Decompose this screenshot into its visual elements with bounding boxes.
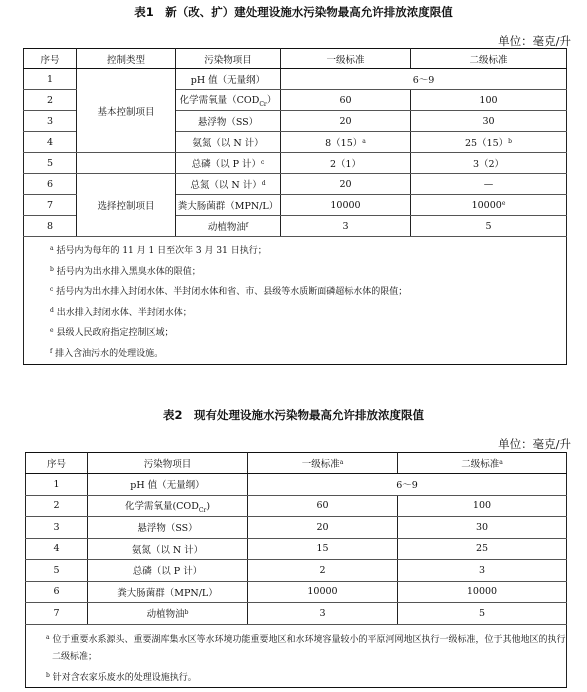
row-number: 5 xyxy=(26,560,88,582)
table1-header-row xyxy=(24,49,567,69)
pollutant-item: 总磷（以 P 计）$^c$ xyxy=(176,153,281,174)
level1-value: 15 xyxy=(248,538,398,560)
level2-value: 100 xyxy=(411,90,567,111)
pollutant-item: 氨氮（以 N 计） xyxy=(176,132,281,153)
header-cell: 污染物项目 xyxy=(88,453,248,474)
level2-value: — xyxy=(411,174,567,195)
group-cell-empty xyxy=(77,153,176,174)
merged-standard: 6～9 xyxy=(248,474,567,496)
pollutant-item: 动植物油$^b$ xyxy=(88,603,248,625)
pollutant-item: 化学需氧量$(COD_{Cr})$ xyxy=(88,495,248,517)
level1-value: 20 xyxy=(281,174,411,195)
level2-value: 3 xyxy=(398,560,567,582)
row-number: 6 xyxy=(24,174,77,195)
table-row xyxy=(26,495,567,517)
row-number: 7 xyxy=(26,603,88,625)
table1-footnotes xyxy=(24,237,567,365)
group-label: 选择控制项目 xyxy=(77,174,176,237)
table1-notes-row xyxy=(24,237,567,365)
pollutant-item: 粪大肠菌群（MPN/L） xyxy=(88,581,248,603)
level2-value: 10000 xyxy=(398,581,567,603)
row-number: 6 xyxy=(26,581,88,603)
footnote: $^a$ 括号内为每年的 11 月 1 日至次年 3 月 31 日执行； xyxy=(50,245,267,256)
footnote: $^a$ 位于重要水系源头、重要湖库集水区等水环境功能重要地区和水环境容量较小的平原河网地区执行一级标准，位于其他地区的执行二级标准； xyxy=(46,633,566,662)
row-number: 4 xyxy=(26,538,88,560)
table2-header-row xyxy=(26,453,567,474)
table-row xyxy=(24,174,567,195)
header-cell: 序号 xyxy=(24,49,77,69)
row-number: 7 xyxy=(24,195,77,216)
table2-unit: 单位：毫克/升 xyxy=(498,437,571,451)
table-row xyxy=(26,517,567,539)
header-cell: 一级标准$^a$ xyxy=(248,453,398,474)
level2-value: 30 xyxy=(398,517,567,539)
header-cell: 污染物项目 xyxy=(176,49,281,69)
level1-value: 3 xyxy=(281,216,411,237)
level1-value: 60 xyxy=(248,495,398,517)
table-row xyxy=(26,474,567,496)
pollutant-item: 氨氮（以 N 计） xyxy=(88,538,248,560)
pollutant-item: 化学需氧量$(COD_{Cr})$ xyxy=(176,90,281,111)
table-row xyxy=(24,153,567,174)
pollutant-item: 悬浮物（SS） xyxy=(88,517,248,539)
table-row xyxy=(26,581,567,603)
row-number: 8 xyxy=(24,216,77,237)
table2-title: 表2 现有处理设施水污染物最高允许排放浓度限值 xyxy=(163,408,424,422)
row-number: 3 xyxy=(26,517,88,539)
level2-value: 100 xyxy=(398,495,567,517)
footnote: $^f$ 排入含油污水的处理设施。 xyxy=(50,347,164,359)
level1-value: 20 xyxy=(281,111,411,132)
level2-value: 3（2） xyxy=(411,153,567,174)
header-cell: 控制类型 xyxy=(77,49,176,69)
level1-value: 10000 xyxy=(248,581,398,603)
pollutant-item: 悬浮物（SS） xyxy=(176,111,281,132)
footnote: $^d$ 出水排入封闭水体、半封闭水体； xyxy=(50,306,192,318)
table-row xyxy=(26,603,567,625)
pollutant-item: 总氮（以 N 计）$^d$ xyxy=(176,174,281,195)
group-label: 基本控制项目 xyxy=(77,69,176,153)
footnote: $^b$ 括号内为出水排入黑臭水体的限值； xyxy=(50,265,201,277)
header-cell: 序号 xyxy=(26,453,88,474)
table-row xyxy=(26,560,567,582)
level1-value: 20 xyxy=(248,517,398,539)
pollutant-item: 粪大肠菌群（MPN/L） xyxy=(176,195,281,216)
pollutant-item: 总磷（以 P 计） xyxy=(88,560,248,582)
table-row xyxy=(24,69,567,90)
level2-value: 5 xyxy=(398,603,567,625)
level2-value: $25(15)^b$ xyxy=(411,132,567,153)
pollutant-item: pH 值（无量纲） xyxy=(176,69,281,90)
table2 xyxy=(25,452,567,688)
table1 xyxy=(23,48,567,365)
table2-footnotes xyxy=(26,624,567,688)
row-number: 3 xyxy=(24,111,77,132)
pollutant-item: pH 值（无量纲） xyxy=(88,474,248,496)
level1-value: 2 xyxy=(248,560,398,582)
table-row xyxy=(26,538,567,560)
level2-value: 30 xyxy=(411,111,567,132)
header-cell: 二级标准$^a$ xyxy=(398,453,567,474)
level2-value: 25 xyxy=(398,538,567,560)
footnote: $^b$ 针对含农家乐废水的处理设施执行。 xyxy=(46,671,197,683)
row-number: 1 xyxy=(26,474,88,496)
table2-notes-row xyxy=(26,624,567,688)
header-cell: 二级标准 xyxy=(411,49,567,69)
row-number: 2 xyxy=(26,495,88,517)
level1-value: 60 xyxy=(281,90,411,111)
row-number: 4 xyxy=(24,132,77,153)
header-cell: 一级标准 xyxy=(281,49,411,69)
pollutant-item: 动植物油$^f$ xyxy=(176,216,281,237)
level2-value: 10000e xyxy=(411,195,567,216)
level1-value: 3 xyxy=(248,603,398,625)
table1-title: 表1 新（改、扩）建处理设施水污染物最高允许排放浓度限值 xyxy=(134,5,453,19)
level1-value: 2（1） xyxy=(281,153,411,174)
footnote: $^c$ 括号内为出水排入封闭水体、半封闭水体和省、市、县级等水质断面磷超标水体的限值； xyxy=(50,286,408,298)
level2-value: 5 xyxy=(411,216,567,237)
footnote: $^e$ 县级人民政府指定控制区域； xyxy=(50,327,174,339)
row-number: 1 xyxy=(24,69,77,90)
level1-value: 10000 xyxy=(281,195,411,216)
merged-standard: 6～9 xyxy=(281,69,567,90)
level1-value: $8(15)^a$ xyxy=(281,132,411,153)
row-number: 2 xyxy=(24,90,77,111)
row-number: 5 xyxy=(24,153,77,174)
table1-unit: 单位：毫克/升 xyxy=(498,34,571,48)
